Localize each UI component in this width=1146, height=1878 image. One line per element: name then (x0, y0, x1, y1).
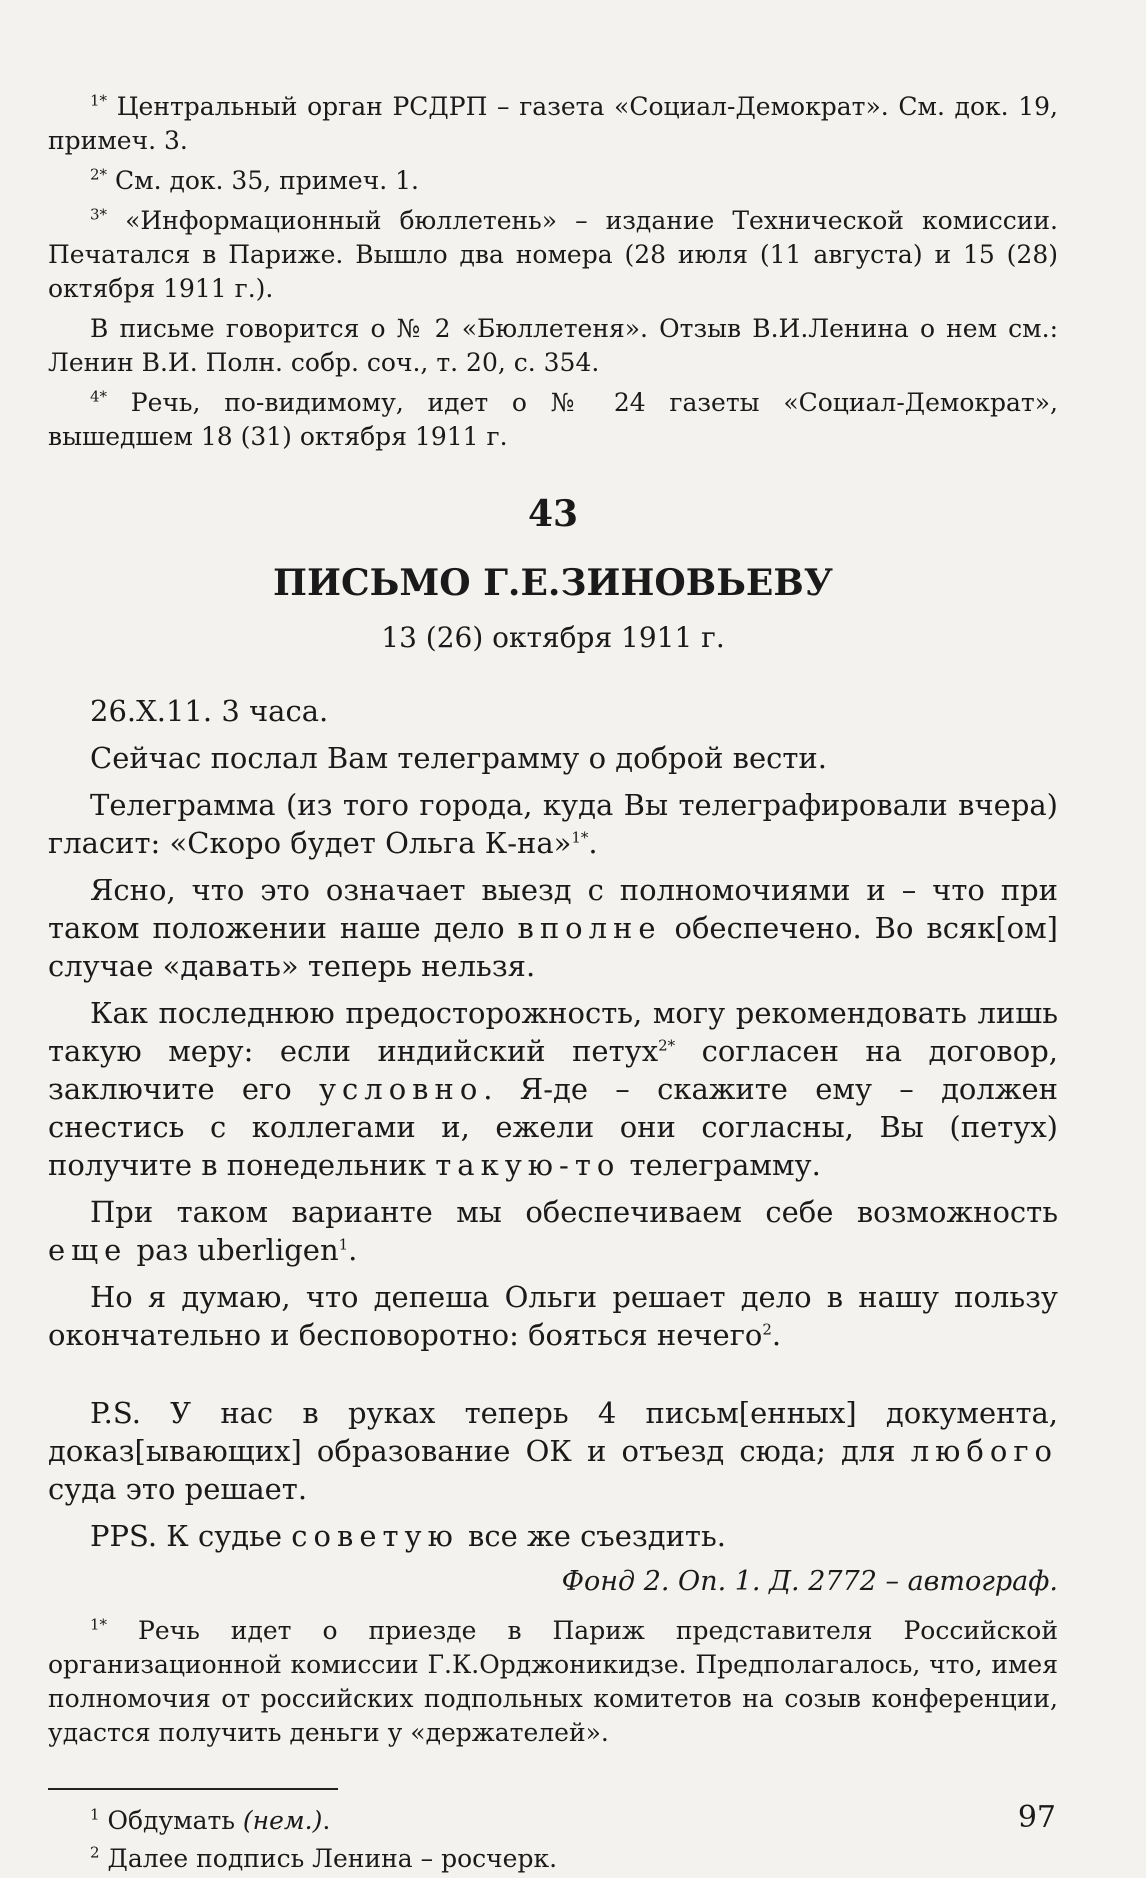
postscript (48, 1394, 1058, 1508)
note-marker: 4* (90, 387, 108, 406)
note-text: «Информационный бюллетень» – издание Технической комиссии. Печатался в Париже. Вышло два номера (28 июля (11 августа) и 15 (28) октября 1911 г.). (48, 206, 1058, 303)
footnote-italic: (нем.) (242, 1806, 323, 1835)
footnote-text: Обдумать (107, 1806, 243, 1835)
footnote-ref: 2 (762, 1320, 772, 1339)
note-3 (48, 204, 1058, 306)
text: . (348, 1233, 358, 1267)
footnote-text: . (322, 1806, 331, 1835)
note-2 (48, 164, 1058, 198)
text: . (771, 1318, 782, 1352)
footnote-ref: 2* (658, 1036, 676, 1055)
note-text: В письме говорится о № 2 «Бюллетеня». Отзыв В.И.Ленина о нем см.: Ленин В.И. Полн. собр. соч., т. 20, с. 354. (48, 314, 1058, 377)
letter-paragraph (48, 994, 1058, 1184)
letter-paragraph (48, 1193, 1058, 1269)
text: При таком варианте мы обеспечиваем себе возможность (90, 1195, 1058, 1229)
letter-notes (48, 1614, 1058, 1750)
text: Ясно, что это означает выезд с полномочиями и – что при таком положении наше дело (48, 873, 1058, 945)
page (48, 90, 1058, 1878)
footnote-ref: 1* (571, 828, 589, 847)
note-text: Речь, по-видимому, идет о № 24 газеты «Социал-Демократ», вышедшем 18 (31) октября 1911 г. (48, 388, 1058, 451)
letter-paragraph (48, 786, 1058, 862)
text: P.S. У нас в руках теперь 4 письм[енных] документа, доказ[ывающих] образование ОК и отъезд сюда; для (48, 1396, 1058, 1468)
spaced-emphasis: советую (291, 1519, 459, 1553)
letter-paragraph (48, 1278, 1058, 1354)
note-text: См. док. 35, примеч. 1. (115, 166, 419, 195)
text: Телеграмма (из того города, куда Вы телеграфировали вчера) гласит: «Скоро будет Ольга К-на» (48, 788, 1058, 860)
text: все же съездить. (458, 1519, 726, 1553)
post-postscript (48, 1517, 1058, 1555)
footnote-marker: 2 (90, 1843, 100, 1862)
footnote-text: Далее подпись Ленина – росчерк. (107, 1844, 558, 1873)
document-date: 13 (26) октября 1911 г. (381, 621, 725, 654)
footnote-ref: 1 (338, 1235, 349, 1254)
note-3-continuation (48, 312, 1058, 380)
spaced-emphasis: любого (910, 1434, 1058, 1468)
text: 26.X.11. 3 часа. (90, 694, 329, 728)
top-notes (48, 90, 1058, 454)
spaced-emphasis: еще (48, 1233, 128, 1267)
note-marker: 2* (90, 165, 108, 184)
footnote-2 (48, 1840, 1058, 1878)
text: Сейчас послал Вам телеграмму о доброй вести. (90, 741, 827, 775)
note-marker: 3* (90, 205, 108, 224)
note-marker: 1* (90, 91, 108, 110)
footnote-divider (48, 1788, 338, 1790)
text: . (588, 826, 598, 860)
text: согласен на договор, заключите его (48, 1034, 1059, 1106)
archive-reference: Фонд 2. Оп. 1. Д. 2772 – автограф. (561, 1566, 1058, 1597)
letter-paragraph (48, 692, 1058, 730)
letter-paragraph (48, 871, 1058, 985)
document-title: ПИСЬМО Г.Е.ЗИНОВЬЕВУ (272, 562, 834, 604)
page-number: 97 (1017, 1800, 1056, 1835)
note-text: Центральный орган РСДРП – газета «Социал-Демократ». См. док. 19, примеч. 3. (48, 92, 1058, 155)
note-4 (48, 386, 1058, 454)
note-marker: 1* (90, 1615, 108, 1634)
text: PPS. К судье (90, 1519, 292, 1553)
spaced-emphasis: вполне (517, 911, 662, 945)
note-text: Речь идет о приезде в Париж представителя Российской организационной комиссии Г.К.Орджоникидзе. Предполагалось, что, имея полномочия от российских подпольных комитетов на созыв конференции, удастся получить деньги у «держателей». (48, 1616, 1059, 1747)
text: Но я думаю, что депеша Ольги решает дело в нашу пользу окончательно и бесповоротно: бояться нечего (48, 1280, 1058, 1352)
note-1 (48, 90, 1058, 158)
letter-body (48, 692, 1058, 1555)
letter-note-1 (48, 1614, 1058, 1750)
text: . Я-де – скажите ему – должен снестись с коллегами и, ежели они согласны, Вы (петух) получите в понедельник (48, 1072, 1058, 1182)
text: Как последнюю предосторожность, могу рекомендовать лишь такую меру: если индийский петух (48, 996, 1058, 1068)
footnote-1 (48, 1802, 1058, 1840)
footnote-marker: 1 (90, 1805, 100, 1824)
text: раз uberligen (127, 1233, 339, 1267)
document-header (48, 490, 1058, 658)
spaced-emphasis: условно (318, 1072, 484, 1106)
text: телеграмму. (620, 1148, 821, 1182)
text: суда это решает. (48, 1472, 308, 1506)
text: обеспечено. Во всяк[ом] случае «давать» теперь нельзя. (48, 911, 1059, 983)
letter-paragraph (48, 739, 1058, 777)
spaced-emphasis: такую-то (435, 1148, 621, 1182)
footnotes (48, 1802, 1058, 1878)
document-number: 43 (527, 493, 579, 535)
